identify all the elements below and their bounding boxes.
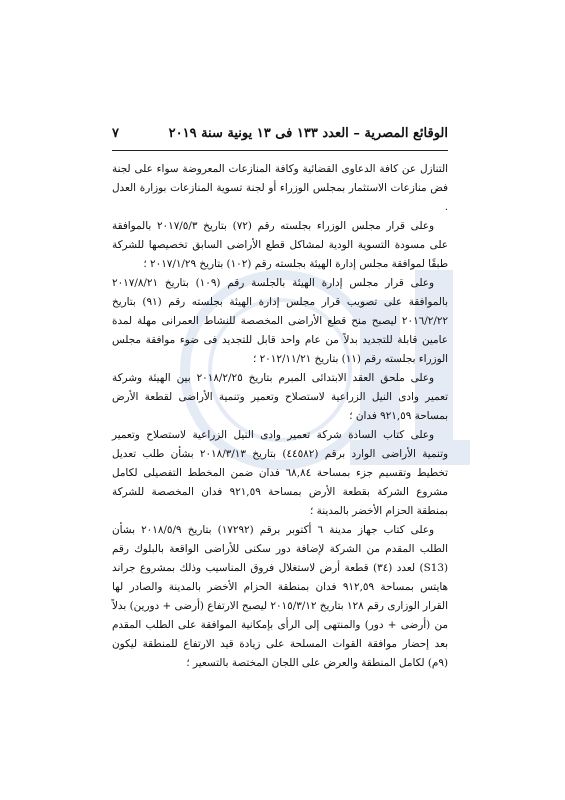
paragraph-1: التنازل عن كافة الدعاوى القضائية وكافة المنازعات المعروضة سواء على لجنة فض منازعات الاستثمار بمجلس الوزراء أو لجنة تسوية المنازعات بوزارة العدل . xyxy=(112,163,448,213)
header-divider xyxy=(112,150,448,151)
paragraph-4: وعلى ملحق العقد الابتدائى المبرم بتاريخ ٢٠١٨/٢/٢٥ بين الهيئة وشركة تعمير وادى النيل الزراعية لاستصلاح وتعمير وتنمية الأراضى لقطعة الأرض بمساحة ٩٢١,٥٩ فدان ؛ xyxy=(112,372,448,422)
paragraph-6: وعلى كتاب جهاز مدينة ٦ أكتوبر برقم (١٧٢٩٢) بتاريخ ٢٠١٨/٥/٩ بشأن الطلب المقدم من الشركة لإضافة دور سكنى للأراضى الواقعة بالبلوك رقم (S13) لعدد (٣٤) قطعة أرض لاستغلال فروق المناسيب وذلك بمشروع جراند هايتس بمساحة ٩١٢,٥٩ فدان بمنطقة الحزام الأخضر بالمدينة والصادر لها القرار الوزارى رقم ١٢٨ بتاريخ ٢٠١٥/٣/١٢ ليصبح الارتفاع (أرضى + دورين) بدلاً من (أرضى + دور) والمنتهى إلى الرأى بإمكانية الموافقة على الطلب المقدم بعد إحضار موافقة القوات المسلحة على زيادة قيد الارتفاع للمنطقة ليكون (٩م) لكامل المنطقة والعرض على اللجان المختصة بالتسعير ؛ xyxy=(112,524,448,669)
paragraph-5: وعلى كتاب السادة شركة تعمير وادى النيل الزراعية لاستصلاح وتعمير وتنمية الأراضى الوارد برقم (٤٤٥٨٢) بتاريخ ٢٠١٨/٣/١٣ بشأن طلب تعديل تخطيط وتقسيم جزء بمساحة ٦٨,٨٤ فدان ضمن المخطط التفصيلى لكامل مشروع الشركة بقطعة الأرض بمساحة ٩٢١,٥٩ فدان المخصصة للشركة بمنطقة الحزام الأخضر بالمدينة ؛ xyxy=(112,429,448,517)
document-body xyxy=(112,160,448,673)
page-number: ٧ xyxy=(112,126,119,141)
gazette-issue-title: الوقائع المصرية – العدد ١٣٣ فى ١٣ يونية سنة ٢٠١٩ xyxy=(168,126,448,141)
page-header xyxy=(112,126,448,146)
paragraph-3: وعلى قرار مجلس إدارة الهيئة بالجلسة رقم (١٠٩) بتاريخ ٢٠١٧/٨/٢١ بالموافقة على تصويب قرار مجلس إدارة الهيئة بجلسته رقم (٩١) بتاريخ ٢٠١٦/٢/٢٢ ليصبح منح قطع الأراضى المخصصة للنشاط العمرانى مهلة لمدة عامين قابلة للتجديد بدلاً من عام واحد قابل للتجديد فى ضوء موافقة مجلس الوزراء بجلسته رقم (١١) بتاريخ ٢٠١٢/١١/٢١ ؛ xyxy=(112,277,448,365)
paragraph-2: وعلى قرار مجلس الوزراء بجلسته رقم (٧٢) بتاريخ ٢٠١٧/٥/٣ بالموافقة على مسودة التسوية الودية لمشاكل قطع الأراضى السابق تخصيصها للشركة طبقًا لموافقة مجلس إدارة الهيئة بجلسته رقم (١٠٢) بتاريخ ٢٠١٧/١/٢٩ ؛ xyxy=(112,220,448,270)
